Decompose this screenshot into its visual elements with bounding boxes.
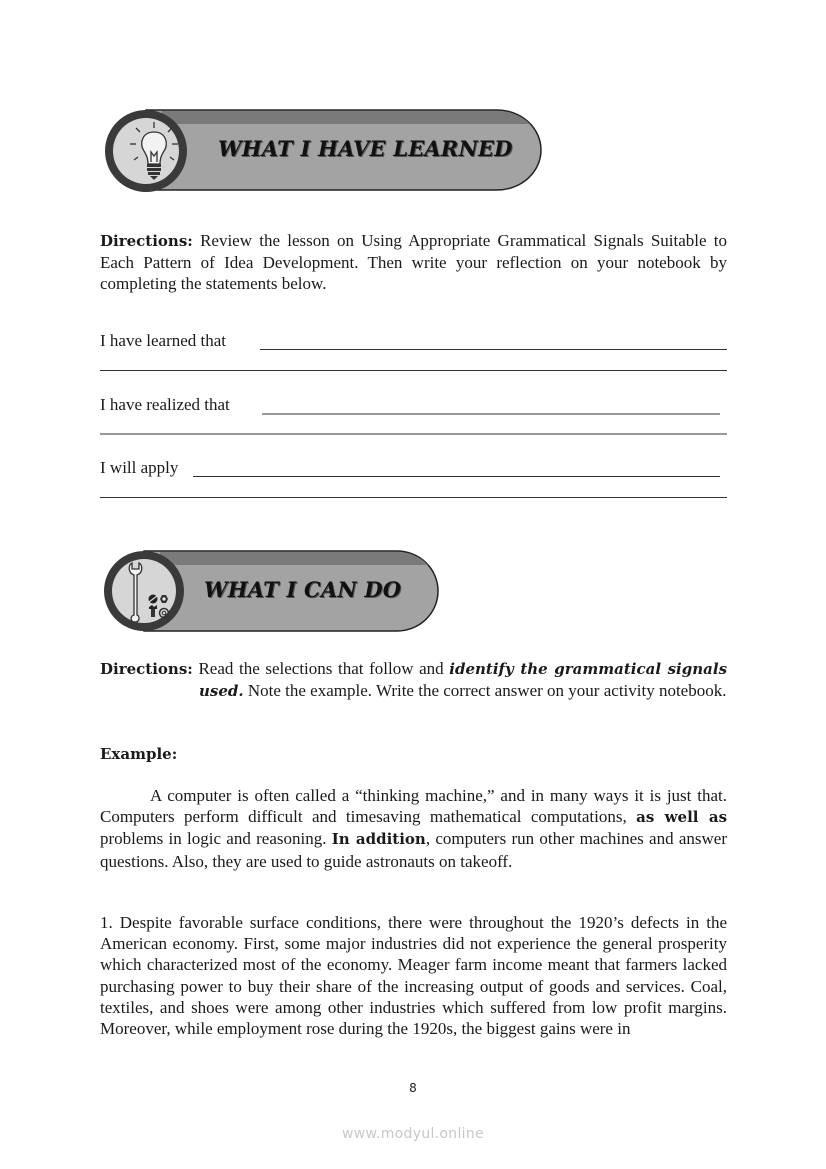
banner-title: WHAT I CAN DO <box>204 577 402 602</box>
directions-text: Review the lesson on Using Appropriate Grammatical Signals Suitable to Each Pattern of Idea Development. Then write your reflection on your notebook by completing the statements below. <box>100 231 728 294</box>
prompt-learned <box>100 331 727 353</box>
watermark: www.modyul.online <box>342 1126 484 1142</box>
answer-line[interactable] <box>260 349 727 350</box>
grammatical-signal: In addition <box>331 830 426 849</box>
directions-text: Note the example. Write the correct answer on your activity notebook. <box>247 681 727 701</box>
answer-line[interactable] <box>262 413 720 415</box>
example-text: A computer is often called a “thinking machine,” and in many ways it is just that. Computers perform difficult and timesaving mathematical computations, <box>100 786 727 827</box>
selection-item-1: 1. Despite favorable surface conditions, there were throughout the 1920’s defects in the American economy. First, some major industries did not experience the general prosperity which characterized most of the economy. Meager farm income meant that farmers lacked purchasing power to buy their share of the increasing output of goods and services. Coal, textiles, and shoes were among other industries which suffered from low profit margins. Moreover, while employment rose during the 1920s, the biggest gains were in <box>100 913 727 1039</box>
answer-line[interactable] <box>100 497 727 498</box>
what-i-can-do-banner <box>102 549 442 633</box>
directions-paragraph <box>100 658 727 702</box>
example-text: problems in logic and reasoning. <box>100 829 327 849</box>
example-label <box>100 743 727 765</box>
directions-paragraph <box>100 230 727 295</box>
example-paragraph <box>100 785 727 872</box>
prompt-label: I have learned that <box>100 331 227 350</box>
grammatical-signal: as well as <box>636 808 728 827</box>
example-text: , computers run other machines and answer questions. Also, they are used to guide astronauts on takeoff. <box>100 829 728 871</box>
answer-line[interactable] <box>100 370 727 371</box>
directions-emphasis: identify the grammatical signals used. <box>199 660 728 701</box>
banner-title: WHAT I HAVE LEARNED <box>218 136 513 161</box>
prompt-realized <box>100 395 727 417</box>
what-i-have-learned-banner <box>102 108 544 194</box>
prompt-apply <box>100 458 727 480</box>
prompt-label: I will apply <box>100 458 179 477</box>
directions-label: Directions: <box>100 660 193 678</box>
directions-label: Directions: <box>100 232 193 250</box>
lightbulb-icon <box>102 108 190 194</box>
example-heading: Example: <box>100 745 178 763</box>
page-number: 8 <box>409 1081 417 1095</box>
wrench-tools-icon <box>102 549 186 633</box>
answer-line[interactable] <box>100 433 727 435</box>
answer-line[interactable] <box>193 476 720 477</box>
prompt-label: I have realized that <box>100 395 230 414</box>
directions-text: Read the selections that follow and <box>198 659 444 678</box>
